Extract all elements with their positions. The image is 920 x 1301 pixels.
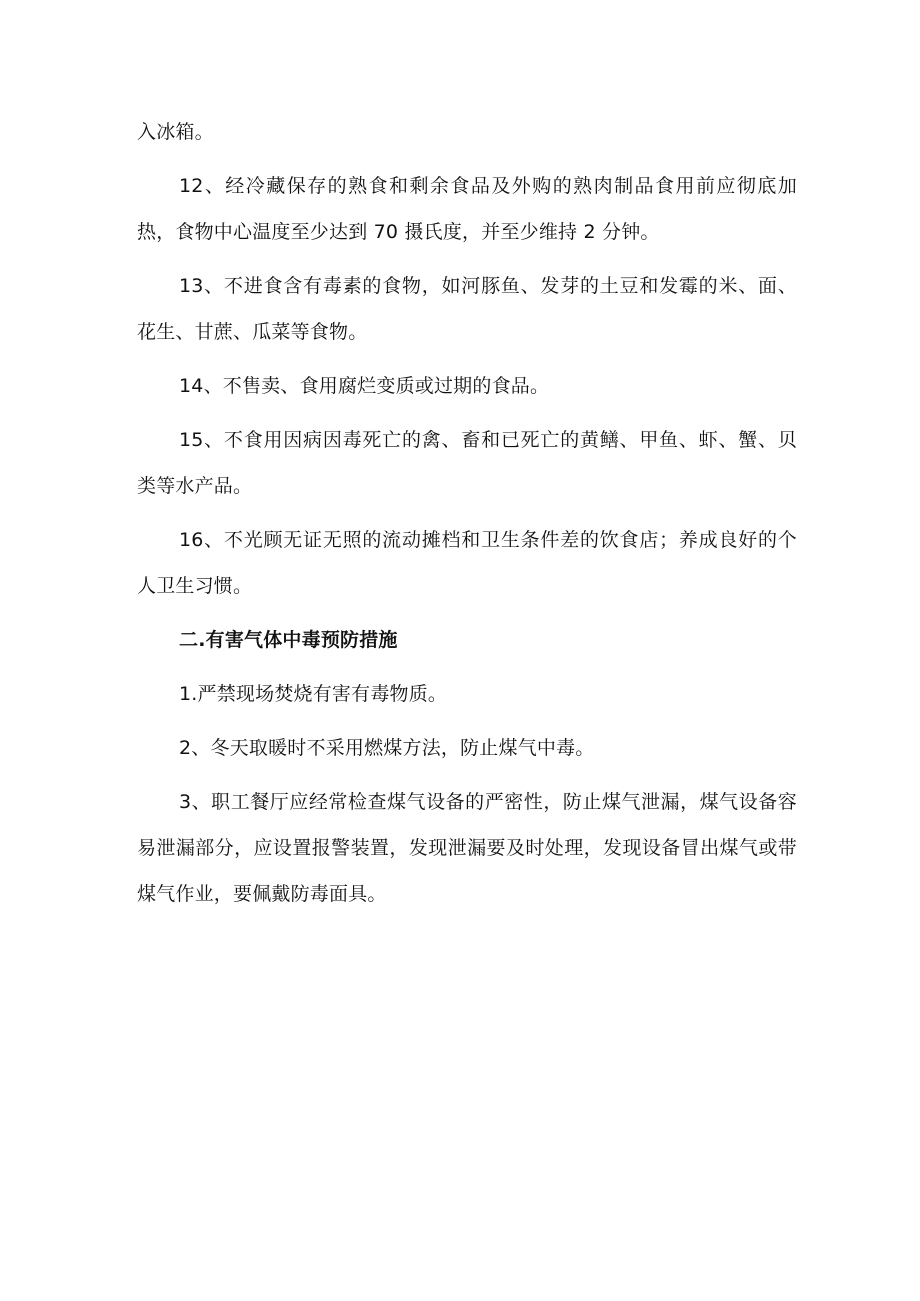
paragraph-item-12: 12、经冷藏保存的熟食和剩余食品及外购的熟肉制品食用前应彻底加热，食物中心温度至少达到 70 摄氏度，并至少维持 2 分钟。	[137, 175, 797, 243]
section-heading: 二.有害气体中毒预防措施	[179, 629, 398, 651]
paragraph-item-3: 3、职工餐厅应经常检查煤气设备的严密性，防止煤气泄漏，煤气设备容易泄漏部分，应设置报警装置，发现泄漏要及时处理，发现设备冒出煤气或带煤气作业，要佩戴防毒面具。	[137, 791, 797, 905]
document-body	[137, 109, 797, 925]
paragraph-continuation: 入冰箱。	[137, 121, 214, 143]
paragraph-item-16: 16、不光顾无证无照的流动摊档和卫生条件差的饮食店；养成良好的个人卫生习惯。	[137, 529, 797, 597]
paragraph-item-13: 13、不进食含有毒素的食物，如河豚鱼、发芽的土豆和发霉的米、面、花生、甘蔗、瓜菜等食物。	[137, 275, 797, 343]
paragraph-item-2: 2、冬天取暖时不采用燃煤方法，防止煤气中毒。	[179, 737, 595, 759]
paragraph-item-1: 1.严禁现场焚烧有害有毒物质。	[179, 683, 448, 705]
paragraph-item-14: 14、不售卖、食用腐烂变质或过期的食品。	[179, 375, 550, 397]
paragraph-item-15: 15、不食用因病因毒死亡的禽、畜和已死亡的黄鳝、甲鱼、虾、蟹、贝类等水产品。	[137, 429, 797, 497]
